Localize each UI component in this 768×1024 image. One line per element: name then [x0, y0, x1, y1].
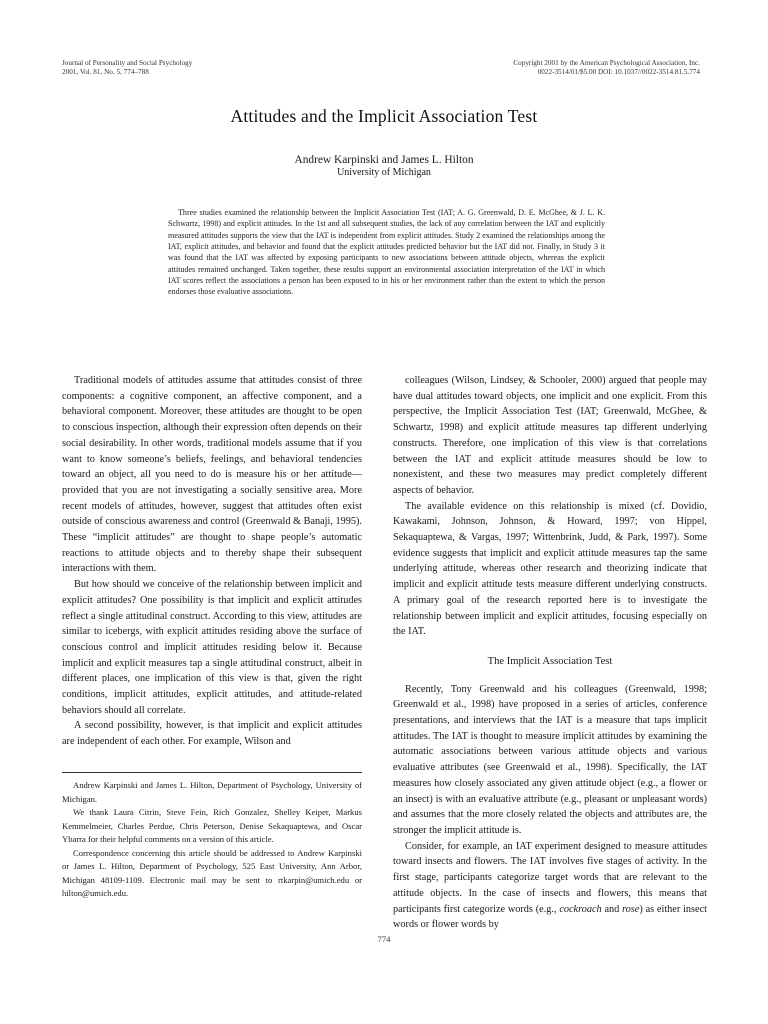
running-header-right — [513, 59, 700, 76]
page-number: 774 — [377, 934, 391, 944]
left-column — [62, 373, 362, 750]
copyright-line: Copyright 2001 by the American Psychological Association, Inc. — [513, 59, 700, 67]
section-heading: The Implicit Association Test — [487, 655, 613, 667]
paragraph-text: Consider, for example, an IAT experiment designed to measure attitudes toward insects and flowers. The IAT involves five stages of activity. In the first stage, participants categorize target words that are relevant to the attitude objects. In the case of insects and flowers, this means that participants first categorize words (e.g., — [393, 840, 707, 915]
body-paragraph — [393, 839, 707, 933]
article-title: Attitudes and the Implicit Association Test — [230, 106, 538, 126]
footnote-acknowledgments: We thank Laura Citrin, Steve Fein, Rich Gonzalez, Shelley Keiper, Markus Kemmelmeier, Charles Perdue, Chris Peterson, Denise Sekaquaptewa, and Oscar Ybarra for their helpful comments on a version of this article. — [62, 807, 362, 844]
body-paragraph: A second possibility, however, is that implicit and explicit attitudes are independent of each other. For example, Wilson and — [62, 720, 362, 748]
author-note — [62, 772, 362, 901]
issn-doi-line: 0022-3514/01/$5.00 DOI: 10.1037//0022-3514.81.5.774 — [537, 67, 700, 76]
example-word: rose — [622, 903, 640, 915]
journal-name: Journal of Personality and Social Psychology — [62, 59, 193, 67]
paragraph-text: and — [601, 903, 623, 915]
abstract: Three studies examined the relationship between the Implicit Association Test (IAT; A. G. Greenwald, D. E. McGhee, & J. L. K. Schwartz, 1998) and explicit attitudes. In the 1st and all subsequent studies, the lack of any correlation between the IAT and explicitly measured attitudes supports the view that the IAT is independent from explicit attitudes. Study 2 examined the relationships among the IAT, explicit attitudes, and behavior and found that the explicit attitudes predicted behavior but the IAT did not. Finally, in Study 3 it was found that the IAT was affected by exposing participants to new associations between attitude objects, whereas the explicit attitudes remained unchanged. Taken together, these results support an environmental association interpretation of the IAT in which IAT scores reflect the associations a person has been exposed to in his or her environment rather than the extent to which the person endorses those evaluative associations. — [168, 208, 605, 297]
body-paragraph: Traditional models of attitudes assume that attitudes consist of three components: a cognitive component, an affective component, and a behavioral component. Moreover, these attitudes are thought to be open to conscious inspection, although their expression often depends on their social desirability. In other words, traditional models assume that if you want to know someone’s beliefs, feelings, and behavioral tendencies toward an object, all you need to do is measure his or her attitude—provided that you are not investigating a socially sensitive area. More recent models of attitudes, however, suggest that attitudes often exist outside of conscious awareness and control (Greenwald & Banaji, 1995). These “implicit attitudes” are thought to shape people’s automatic reactions to attitude objects and to thereby shape their subsequent interactions with them. — [62, 375, 362, 575]
journal-volume: 2001, Vol. 81, No. 5, 774–788 — [62, 67, 149, 76]
running-header-left — [62, 59, 192, 76]
paragraph-text: ) as either insect words or flower words by — [393, 903, 707, 931]
body-paragraph: colleagues (Wilson, Lindsey, & Schooler, 2000) argued that people may have dual attitudes toward objects, one implicit and one explicit. From this perspective, the Implicit Association Test (IAT; Greenwald, McGhee, & Schwartz, 1998) and explicit attitude measures tap different underlying constructs. Therefore, one implication of this view is that correlations between the IAT and explicit attitude measures should be low to nonexistent, and these two measures may predict completely different aspects of behavior. — [393, 375, 707, 496]
body-paragraph: But how should we conceive of the relationship between implicit and explicit attitudes? One possibility is that implicit and explicit attitudes reflect a single attitudinal construct. According to this view, attitudes are similar to icebergs, with explicit attitudes residing above the surface of conscious control and implicit attitudes residing below it. Because implicit and explicit measures tap a single attitudinal construct, albeit in different places, one implication of this view is that, given the right conditions, implicit attitudes, explicit attitudes, and attitude-related behaviors should all correlate. — [62, 579, 362, 716]
body-paragraph: The available evidence on this relationship is mixed (cf. Dovidio, Kawakami, Johnson, Johnson, & Howard, 1997; von Hippel, Sekaquaptewa, & Vargas, 1997; Wittenbrink, Judd, & Park, 1997). Some evidence suggests that implicit and explicit attitude measures tap the same underlying attitude, whereas other research and theorizing indicate that implicit and explicit attitude tests measure different underlying constructs. A primary goal of the research reported here is to investigate the relationship between implicit and explicit attitudes, focusing especially on the IAT. — [393, 500, 707, 638]
author-affiliation: University of Michigan — [337, 167, 431, 178]
right-column — [393, 373, 707, 933]
author-names: Andrew Karpinski and James L. Hilton — [294, 154, 474, 166]
body-paragraph: Recently, Tony Greenwald and his colleagues (Greenwald, 1998; Greenwald et al., 1998) have proposed in a series of articles, conference presentations, and interviews that the IAT is a measure that taps implicit attitudes. The IAT is thought to measure implicit attitudes by examining the automatic associations between various attitude objects and various evaluative attributes (see Greenwald et al., 1998). Specifically, the IAT measures how closely associated any given attitude object (e.g., a flower or an insect) is with an evaluative attribute (e.g., pleasant or unpleasant words) and assumes that the more closely related the objects and attributes are, the stronger the implicit attitude is. — [393, 683, 707, 836]
footnote-affiliation: Andrew Karpinski and James L. Hilton, Department of Psychology, University of Michigan. — [62, 780, 362, 804]
footnote-correspondence: Correspondence concerning this article should be addressed to Andrew Karpinski or James L. Hilton, Department of Psychology, 525 East University, Ann Arbor, Michigan 48109-1109. Electronic mail may be sent to rtkarpin@umich.edu or hilton@umich.edu. — [62, 847, 362, 898]
example-word: cockroach — [559, 903, 602, 915]
